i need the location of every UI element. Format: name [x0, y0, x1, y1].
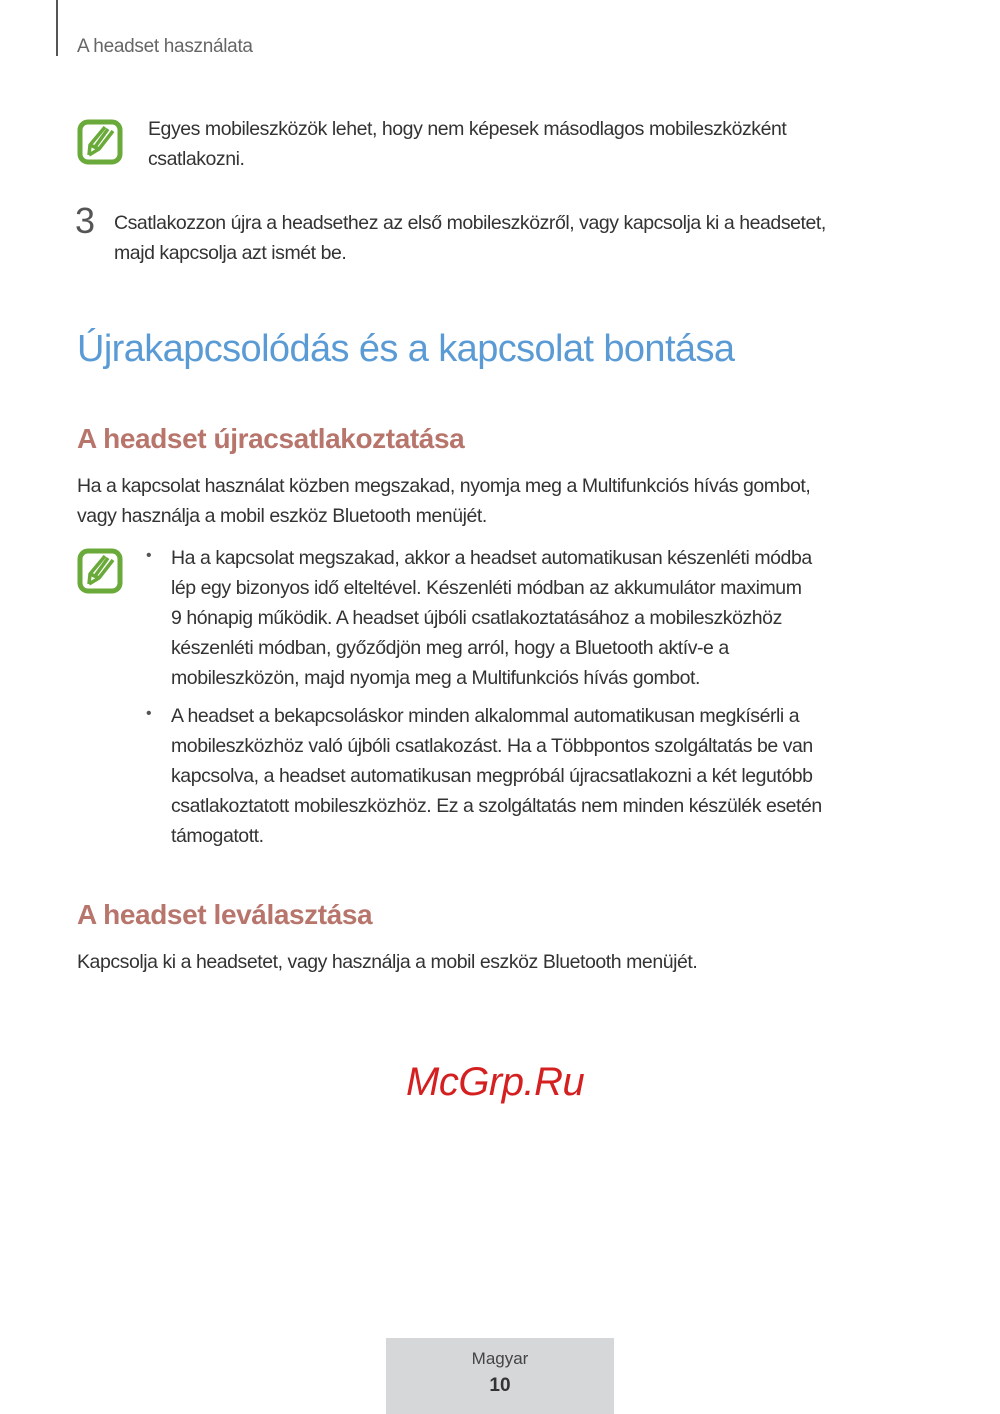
page-footer	[386, 1338, 614, 1414]
text-line: Ha a kapcsolat használat közben megszakad, nyomja meg a Multifunkciós hívás gombot,	[77, 475, 811, 497]
text-line: mobileszközhöz való újbóli csatlakozást. Ha a Többpontos szolgáltatás be van	[171, 735, 813, 757]
note-pen-icon	[77, 119, 123, 165]
text-line: lép egy bizonyos idő elteltével. Készenléti módban az akkumulátor maximum	[171, 577, 802, 599]
text-line: támogatott.	[171, 825, 264, 847]
text-line: Csatlakozzon újra a headsethez az első mobileszközről, vagy kapcsolja ki a headsetet,	[114, 212, 826, 234]
bullet-marker: •	[146, 705, 152, 722]
text-line: vagy használja a mobil eszköz Bluetooth menüjét.	[77, 505, 487, 527]
text-line: kapcsolva, a headset automatikusan megpróbál újracsatlakozni a két legutóbb	[171, 765, 813, 787]
text-line: Kapcsolja ki a headsetet, vagy használja a mobil eszköz Bluetooth menüjét.	[77, 951, 698, 973]
text-line: Egyes mobileszközök lehet, hogy nem képesek másodlagos mobileszközként	[148, 118, 787, 140]
header-rule	[56, 0, 58, 56]
subheading-disconnect: A headset leválasztása	[77, 899, 373, 930]
note-text	[148, 114, 786, 174]
note-pen-icon	[77, 548, 123, 594]
bullet-item	[171, 701, 822, 851]
bullet-item	[171, 543, 812, 693]
text-line: mobileszközön, majd nyomja meg a Multifunkciós hívás gombot.	[171, 667, 700, 689]
text-line: csatlakozni.	[148, 148, 245, 170]
reconnect-text	[77, 471, 810, 531]
page-number: 10	[489, 1375, 511, 1396]
running-title: A headset használata	[77, 36, 253, 57]
step-number: 3	[75, 200, 96, 241]
text-line: A headset a bekapcsoláskor minden alkalommal automatikusan megkísérli a	[171, 705, 800, 727]
bullet-marker: •	[146, 547, 152, 564]
text-line: majd kapcsolja azt ismét be.	[114, 242, 347, 264]
footer-language: Magyar	[471, 1349, 529, 1368]
text-line: 9 hónapig működik. A headset újbóli csatlakoztatásához a mobileszközhöz	[171, 607, 782, 629]
watermark: McGrp.Ru	[406, 1060, 585, 1104]
step-text	[114, 208, 826, 268]
subheading-reconnect: A headset újracsatlakoztatása	[77, 423, 465, 454]
disconnect-text	[77, 947, 697, 977]
text-line: Ha a kapcsolat megszakad, akkor a headset automatikusan készenléti módba	[171, 547, 812, 569]
section-title: Újrakapcsolódás és a kapcsolat bontása	[77, 328, 735, 370]
text-line: csatlakoztatott mobileszközhöz. Ez a szolgáltatás nem minden készülék esetén	[171, 795, 822, 817]
text-line: készenléti módban, győződjön meg arról, hogy a Bluetooth aktív-e a	[171, 637, 729, 659]
